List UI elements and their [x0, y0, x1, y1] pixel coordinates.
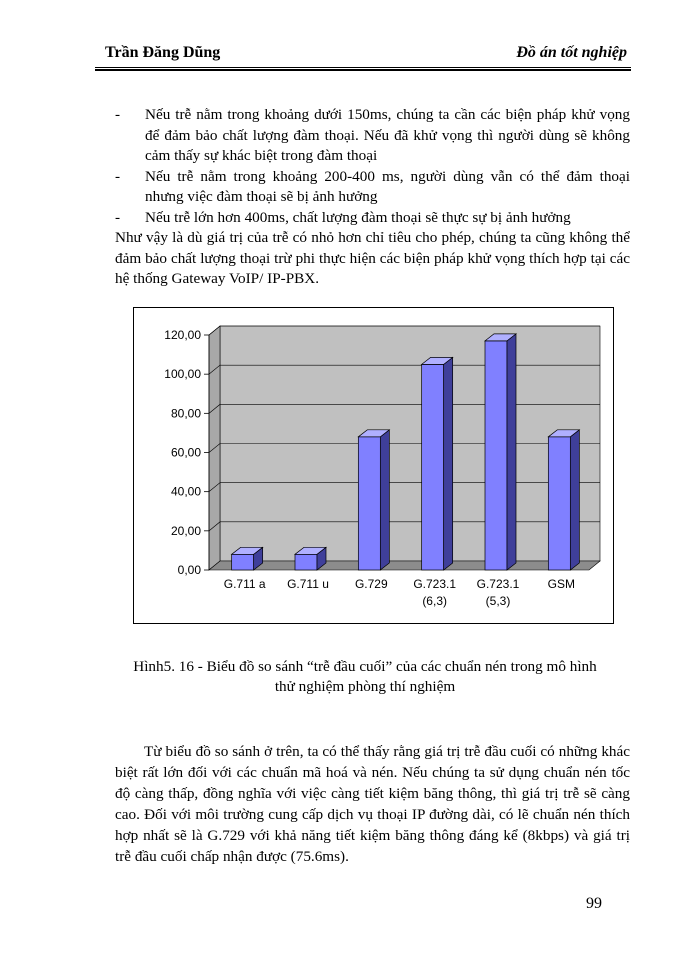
header-rule	[95, 67, 631, 71]
header-author: Trần Đăng Dũng	[105, 44, 221, 61]
x-tick-label: G.729	[354, 577, 388, 591]
bullet-marker: -	[115, 106, 121, 123]
bar	[295, 554, 317, 570]
bar	[422, 364, 444, 570]
x-tick-label: (6,3)	[422, 594, 448, 608]
bullet-text: Nếu trễ lớn hơn 400ms, chất lượng đàm thoại sẽ thực sự bị ảnh hưởng	[145, 208, 571, 226]
conclusion-paragraph: Từ biểu đồ so sánh ở trên, ta có thể thấy rằng giá trị trễ đầu cuối có những khác biệt rất lớn đối với các chuẩn mã hoá và nén. Nếu chúng ta sử dụng chuẩn nén tốc độ càng thấp, đồng nghĩa với việc càng tiết kiệm băng thông, thì giá trị trễ sẽ càng cao. Đối với môi trường cung cấp dịch vụ thoại IP đường dài, có lẽ chuẩn nén thích hợp nhất sẽ là G.729 với khả năng tiết kiệm băng thông đáng kể (8kbps) và giá trị trễ đầu cuối chấp nhận được (75.6ms).	[115, 743, 630, 865]
bullet-marker: -	[115, 208, 121, 226]
chart-floor	[209, 561, 600, 570]
bar-chart	[134, 308, 613, 623]
bullet-item	[115, 105, 630, 167]
y-tick-label: 100,00	[164, 367, 201, 382]
caption-line-2: thử nghiệm phòng thí nghiệm	[274, 678, 456, 695]
x-tick-label: G.711 u	[287, 577, 329, 591]
bullet-item	[115, 167, 630, 208]
x-tick-label: G.723.1	[413, 577, 457, 591]
bar-side	[380, 430, 389, 570]
bar	[358, 437, 380, 570]
bullet-marker: -	[115, 167, 121, 185]
bullet-item	[115, 208, 630, 229]
bar-side	[570, 430, 579, 570]
chart-container	[133, 307, 614, 624]
figure-caption	[130, 657, 600, 697]
header-title: Đồ án tốt nghiệp	[516, 44, 627, 61]
intro-section	[115, 105, 630, 290]
page-number: 99	[586, 895, 602, 912]
bar-side	[507, 334, 516, 570]
y-tick-label: 40,00	[170, 484, 201, 499]
x-tick-label: G.711 a	[223, 577, 266, 591]
bar	[548, 437, 570, 570]
x-tick-label: GSM	[547, 577, 576, 591]
y-tick-label: 20,00	[170, 523, 201, 538]
y-tick-label: 80,00	[170, 406, 201, 421]
bar-side	[444, 357, 453, 570]
bullet-text: Nếu trễ nằm trong khoảng dưới 150ms, chúng ta cần các biện pháp khử vọng để đảm bảo chất lượng đàm thoại. Nếu đã khử vọng thì người dùng sẽ không cảm thấy sự khác biệt trong đàm thoại	[145, 106, 630, 164]
y-tick-label: 120,00	[164, 328, 201, 342]
bar	[232, 554, 254, 570]
y-tick-label: 0,00	[177, 563, 201, 577]
page-header	[95, 44, 629, 66]
bar	[485, 341, 507, 570]
x-tick-label: G.723.1	[476, 577, 520, 591]
bullet-text: Nếu trễ nằm trong khoảng 200-400 ms, người dùng vẫn có thể đảm thoại nhưng việc đàm thoại sẽ bị ảnh hưởng	[145, 167, 630, 205]
caption-line-1: Hình5. 16 - Biểu đồ so sánh “trễ đầu cuối” của các chuẩn nén trong mô hình	[133, 658, 597, 675]
x-tick-label: (5,3)	[485, 594, 511, 608]
y-tick-label: 60,00	[170, 445, 201, 460]
summary-paragraph: Như vậy là dù giá trị của trễ có nhỏ hơn chỉ tiêu cho phép, chúng ta cũng không thể đảm bảo chất lượng thoại trừ phi thực hiện các biện pháp khử vọng thích hợp tại các hệ thống Gateway VoIP/ IP-PBX.	[115, 229, 630, 287]
